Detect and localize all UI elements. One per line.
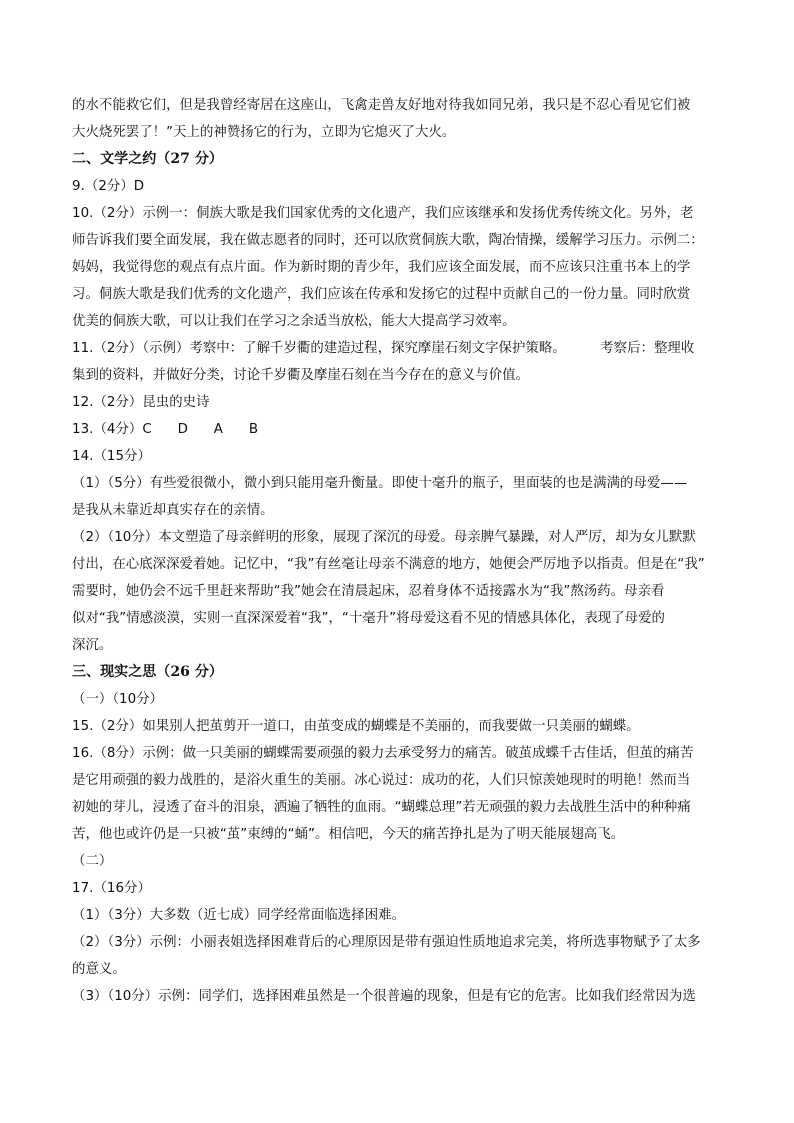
text-line: 集到的资料，并做好分类，讨论千岁衢及摩崖石刻在当今存在的意义与价值。 bbox=[72, 368, 529, 383]
text-line: 的意义。 bbox=[72, 962, 126, 977]
text-line: 大火烧死罢了！”天上的神赞扬它的行为，立即为它熄灭了大火。 bbox=[72, 125, 456, 140]
answer-item: 15.（2分）如果别人把茧剪开一道口，由茧变成的蝴蝶是不美丽的，而我要做一只美丽的蝴蝶。 bbox=[72, 719, 640, 734]
text-line: 妈妈，我觉得您的观点有点片面。作为新时期的青少年，我们应该全面发展，而不应该只注重书本上的学 bbox=[72, 260, 691, 275]
answer-item: 12.（2分）昆虫的史诗 bbox=[72, 395, 210, 410]
text-line: 是它用顽强的毅力战胜的，是浴火重生的美丽。冰心说过：成功的花，人们只惊羡她现时的明艳！然而当 bbox=[72, 773, 691, 788]
answer-document bbox=[72, 92, 722, 1010]
section-heading: 二、文学之约（27 分） bbox=[72, 151, 223, 167]
sub-answer: （2）（10分）本文塑造了母亲鲜明的形象，展现了深沉的母爱。母亲脾气暴躁，对人严厉，却为女儿默默 bbox=[72, 530, 696, 545]
text-line: 需要时，她仍会不远千里赶来帮助“我”她会在清晨起床，忍着身体不适接露水为“我”熬汤药。母亲看 bbox=[72, 584, 665, 599]
text-line: 的水不能救它们，但是我曾经寄居在这座山，飞禽走兽友好地对待我如同兄弟，我只是不忍心看见它们被 bbox=[72, 98, 691, 113]
answer-item: 14.（15分） bbox=[72, 449, 151, 464]
text-line: 深沉。 bbox=[72, 638, 113, 653]
text-line: 初她的芽儿，浸透了奋斗的泪泉，洒遍了牺牲的血雨。“蝴蝶总理”若无顽强的毅力去战胜生活中的种种痛 bbox=[72, 800, 691, 815]
text-line: 苦，他也或许仍是一只被“茧”束缚的“蛹”。相信吧，今天的痛苦挣扎是为了明天能展翅高飞。 bbox=[72, 827, 625, 842]
sub-answer: （2）（3分）示例：小丽表姐选择困难背后的心理原因是带有强迫性质地追求完美，将所选事物赋予了太多 bbox=[72, 935, 701, 950]
sub-answer: （1）（3分）大多数（近七成）同学经常面临选择困难。 bbox=[72, 908, 406, 923]
text-line: 师告诉我们要全面发展，我在做志愿者的同时，还可以欣赏侗族大歌，陶冶情操，缓解学习压力。示例二： bbox=[72, 233, 704, 248]
answer-item: 13.（4分）C D A B bbox=[72, 422, 259, 437]
text-line: 优美的侗族大歌，可以让我们在学习之余适当放松，能大大提高学习效率。 bbox=[72, 314, 516, 329]
answer-item: 10.（2分）示例一：侗族大歌是我们国家优秀的文化遗产，我们应该继承和发扬优秀传统文化。另外，老 bbox=[72, 206, 694, 221]
answer-item: 17.（16分） bbox=[72, 881, 151, 896]
answer-item: 11.（2分）（示例）考察中：了解千岁衢的建造过程，探究摩崖石刻文字保护策略。 考察后：整理收 bbox=[72, 341, 695, 356]
text-line: 似对“我”情感淡漠，实则一直深深爱着“我”，“十毫升”将母爱这看不见的情感具体化，表现了母爱的 bbox=[72, 611, 665, 626]
section-heading: 三、现实之思（26 分） bbox=[72, 664, 223, 680]
sub-answer: （3）（10分）示例：同学们，选择困难虽然是一个很普遍的现象，但是有它的危害。比如我们经常因为选 bbox=[72, 989, 696, 1004]
text-line: 是我从未靠近却真实存在的亲情。 bbox=[72, 503, 274, 518]
sub-answer: （1）（5分）有些爱很微小，微小到只能用毫升衡量。即使十毫升的瓶子，里面装的也是满满的母爱—— bbox=[72, 476, 688, 491]
text-line: 习。侗族大歌是我们优秀的文化遗产，我们应该在传承和发扬它的过程中贡献自己的一份力量。同时欣赏 bbox=[72, 287, 691, 302]
sub-section-label: （一）（10分） bbox=[72, 692, 164, 707]
answer-item: 9.（2分）D bbox=[72, 179, 145, 194]
text-line: 付出，在心底深深爱着她。记忆中，“我”有丝毫让母亲不满意的地方，她便会严厉地予以指责。但是在“我” bbox=[72, 557, 705, 572]
answer-item: 16.（8分）示例：做一只美丽的蝴蝶需要顽强的毅力去承受努力的痛苦。破茧成蝶千古佳话，但茧的痛苦 bbox=[72, 746, 694, 761]
sub-section-label: （二） bbox=[72, 854, 113, 869]
